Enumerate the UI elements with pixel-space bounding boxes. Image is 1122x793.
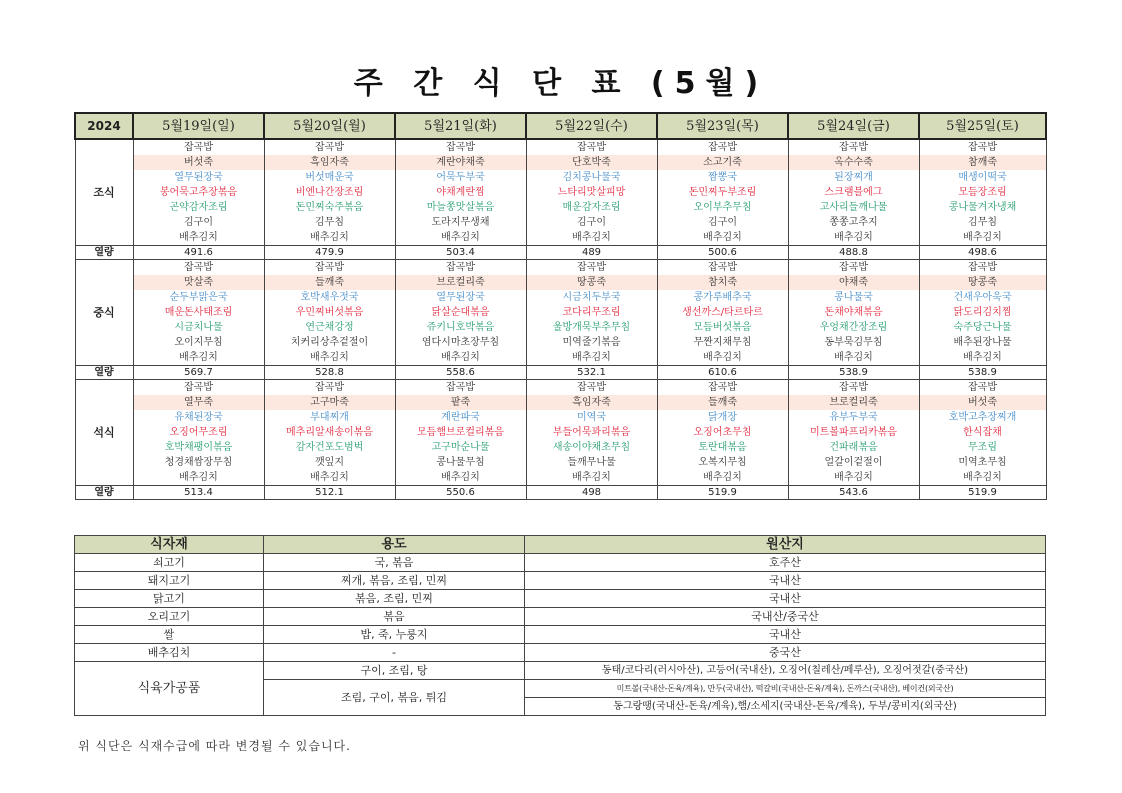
- dish-item: 매운돈사태조림: [164, 307, 233, 318]
- dish-item: 배추김치: [703, 232, 742, 243]
- origin-country-processed-2: 미트볼(국내산-돈육/계육), 만두(국내산), 떡갈비(국내산-돈육/계육), 돈까스(국내산), 베이컨(외국산): [525, 680, 1046, 698]
- dish-item: 브로컬리죽: [396, 275, 526, 290]
- dish-item: 오징어초무침: [693, 427, 752, 438]
- dish-item: 스크램블에그: [824, 187, 883, 198]
- dish-item: 유부두부국: [829, 412, 878, 423]
- dish-item: 잡곡밥: [446, 262, 475, 273]
- dish-item: 미트볼파프리카볶음: [810, 427, 897, 438]
- dish-item: 건새우아욱국: [953, 292, 1012, 303]
- day-header: 5월19일(일): [133, 113, 264, 139]
- dish-item: 유채된장국: [174, 412, 223, 423]
- dish-item: 땅콩죽: [527, 275, 657, 290]
- meal-cell: [395, 380, 526, 486]
- origin-country: 국내산: [525, 572, 1046, 590]
- meal-cell: [133, 139, 264, 246]
- dish-item: 잡곡밥: [315, 262, 344, 273]
- dish-item: 배추김치: [441, 352, 480, 363]
- dish-item: 팥죽: [396, 395, 526, 410]
- dish-item: 콩나물무침: [436, 457, 485, 468]
- origin-item: 쌀: [75, 626, 264, 644]
- dish-item: 들깨무나물: [567, 457, 616, 468]
- kcal-value: 498.6: [919, 246, 1046, 260]
- dish-item: 얼갈이겉절이: [824, 457, 883, 468]
- dish-item: 김구이: [577, 217, 606, 228]
- kcal-row: [75, 246, 1046, 260]
- dish-item: 단호박죽: [527, 155, 657, 170]
- dish-item: 시금치나물: [174, 322, 223, 333]
- meal-cell: [919, 380, 1046, 486]
- origin-row: [75, 608, 1046, 626]
- dish-item: 잡곡밥: [839, 262, 868, 273]
- dish-item: 야채계란찜: [436, 187, 485, 198]
- dish-item: 잡곡밥: [708, 142, 737, 153]
- origin-item: 돼지고기: [75, 572, 264, 590]
- dish-item: 배추김치: [310, 232, 349, 243]
- origin-row: [75, 644, 1046, 662]
- origin-country: 호주산: [525, 554, 1046, 572]
- dish-item: 미역줄기볶음: [562, 337, 621, 348]
- dish-item: 배추김치: [572, 352, 611, 363]
- dish-item: 콩나물겨자냉채: [948, 202, 1017, 213]
- dish-item: 쫑쫑고추지: [829, 217, 878, 228]
- dish-item: 한식잡채: [963, 427, 1002, 438]
- kcal-label: 열량: [75, 486, 133, 500]
- origin-row: [75, 590, 1046, 608]
- dish-item: 잡곡밥: [446, 142, 475, 153]
- dish-item: 배추김치: [834, 232, 873, 243]
- footnote: 위 식단은 식재수급에 따라 변경될 수 있습니다.: [78, 739, 351, 753]
- origin-country-processed-3: 동그랑땡(국내산-돈육/계육),햄/소세지(국내산-돈육/계육), 두부/콩비지(외국산): [525, 698, 1046, 716]
- origin-header-origin: 원산지: [525, 536, 1046, 554]
- dish-item: 매생이떡국: [958, 172, 1007, 183]
- origin-table: [74, 535, 1046, 716]
- dish-item: 배추김치: [834, 472, 873, 483]
- dish-item: 숙주당근나물: [953, 322, 1012, 333]
- dish-item: 배추된장나물: [953, 337, 1012, 348]
- kcal-value: 488.8: [788, 246, 919, 260]
- dish-item: 배추김치: [834, 352, 873, 363]
- dish-item: 비엔나간장조림: [295, 187, 364, 198]
- day-header: 5월23일(목): [657, 113, 788, 139]
- dish-item: 잡곡밥: [577, 382, 606, 393]
- dish-item: 참깨죽: [920, 155, 1046, 170]
- dish-item: 잡곡밥: [577, 142, 606, 153]
- dish-item: 무짠지채무침: [693, 337, 752, 348]
- dish-item: 배추김치: [572, 472, 611, 483]
- dish-item: 모듬버섯볶음: [693, 322, 752, 333]
- dish-item: 배추김치: [963, 472, 1002, 483]
- dish-item: 고사리들깨나물: [819, 202, 888, 213]
- dish-item: 콩가루배추국: [693, 292, 752, 303]
- meal-row: [75, 260, 1046, 366]
- dish-item: 돈민찌숙주볶음: [295, 202, 364, 213]
- dish-item: 김무침: [315, 217, 344, 228]
- dish-item: 잡곡밥: [184, 382, 213, 393]
- dish-item: 김치콩나물국: [562, 172, 621, 183]
- dish-item: 배추김치: [703, 352, 742, 363]
- origin-row-processed: [75, 662, 1046, 680]
- day-header: 5월24일(금): [788, 113, 919, 139]
- dish-item: 배추김치: [703, 472, 742, 483]
- dish-item: 치커리상추겉절이: [290, 337, 369, 348]
- kcal-value: 543.6: [788, 486, 919, 500]
- meal-cell: [788, 380, 919, 486]
- kcal-value: 528.8: [264, 366, 395, 380]
- dish-item: 옥수수죽: [789, 155, 919, 170]
- dish-item: 계란야채죽: [396, 155, 526, 170]
- dish-item: 우엉채간장조림: [819, 322, 888, 333]
- origin-use: 국, 볶음: [264, 554, 525, 572]
- dish-item: 참치죽: [658, 275, 788, 290]
- dish-item: 생선까스/타르타르: [682, 307, 763, 318]
- dish-item: 미역국: [577, 412, 606, 423]
- origin-item: 쇠고기: [75, 554, 264, 572]
- dish-item: 배추김치: [441, 472, 480, 483]
- dish-item: 마늘쫑맛살볶음: [426, 202, 495, 213]
- origin-country: 국내산: [525, 626, 1046, 644]
- dish-item: 울방개묵부추무침: [552, 322, 631, 333]
- dish-item: 브로컬리죽: [789, 395, 919, 410]
- dish-item: 연근채강정: [305, 322, 354, 333]
- origin-item: 닭고기: [75, 590, 264, 608]
- dish-item: 모듬장조림: [958, 187, 1007, 198]
- kcal-value: 550.6: [395, 486, 526, 500]
- dish-item: 짬뽕국: [708, 172, 737, 183]
- dish-item: 닭개장: [708, 412, 737, 423]
- meal-cell: [133, 380, 264, 486]
- kcal-value: 569.7: [133, 366, 264, 380]
- dish-item: 새송이야채초무침: [552, 442, 631, 453]
- dish-item: 도라지무생채: [431, 217, 490, 228]
- dish-item: 호박고추장찌개: [948, 412, 1017, 423]
- kcal-value: 519.9: [919, 486, 1046, 500]
- dish-item: 야채죽: [789, 275, 919, 290]
- dish-item: 오징어무조림: [169, 427, 228, 438]
- meal-cell: [788, 139, 919, 246]
- kcal-value: 479.9: [264, 246, 395, 260]
- dish-item: 시금치두부국: [562, 292, 621, 303]
- kcal-row: [75, 486, 1046, 500]
- meal-cell: [395, 260, 526, 366]
- origin-use: -: [264, 644, 525, 662]
- dish-item: 닭살순대볶음: [431, 307, 490, 318]
- weekly-menu-table: [74, 112, 1047, 500]
- day-header: 5월20일(월): [264, 113, 395, 139]
- meal-cell: [395, 139, 526, 246]
- dish-item: 어묵두부국: [436, 172, 485, 183]
- day-header-row: [75, 113, 1046, 139]
- origin-use: 찌개, 볶음, 조림, 민찌: [264, 572, 525, 590]
- dish-item: 배추김치: [179, 472, 218, 483]
- dish-item: 버섯매운국: [305, 172, 354, 183]
- kcal-value: 519.9: [657, 486, 788, 500]
- kcal-value: 558.6: [395, 366, 526, 380]
- origin-use: 밥, 죽, 누룽지: [264, 626, 525, 644]
- kcal-value: 500.6: [657, 246, 788, 260]
- year-cell: 2024: [75, 113, 133, 139]
- dish-item: 돈채야채볶음: [824, 307, 883, 318]
- dish-item: 부대찌개: [310, 412, 349, 423]
- dish-item: 무조림: [968, 442, 997, 453]
- kcal-value: 491.6: [133, 246, 264, 260]
- dish-item: 배추김치: [963, 232, 1002, 243]
- meal-cell: [657, 260, 788, 366]
- origin-header-use: 용도: [264, 536, 525, 554]
- kcal-value: 513.4: [133, 486, 264, 500]
- kcal-value: 538.9: [919, 366, 1046, 380]
- dish-item: 잡곡밥: [315, 142, 344, 153]
- dish-item: 부들어묵꽈리볶음: [552, 427, 631, 438]
- meal-cell: [133, 260, 264, 366]
- dish-item: 돈민찌두부조림: [688, 187, 757, 198]
- meal-cell: [919, 260, 1046, 366]
- origin-row: [75, 554, 1046, 572]
- origin-item: 배추김치: [75, 644, 264, 662]
- dish-item: 잡곡밥: [708, 262, 737, 273]
- dish-item: 감자건포도범벅: [295, 442, 364, 453]
- origin-country: 국내산/중국산: [525, 608, 1046, 626]
- dish-item: 메추리알새송이볶음: [286, 427, 373, 438]
- dish-item: 땅콩죽: [920, 275, 1046, 290]
- dish-item: 배추김치: [963, 352, 1002, 363]
- dish-item: 동부묵김무침: [824, 337, 883, 348]
- dish-item: 배추김치: [572, 232, 611, 243]
- dish-item: 오이부추무침: [693, 202, 752, 213]
- origin-item-processed: 식육가공품: [75, 662, 264, 716]
- origin-use-processed-1: 구이, 조림, 탕: [264, 662, 525, 680]
- dish-item: 미역초무침: [958, 457, 1007, 468]
- dish-item: 계란파국: [441, 412, 480, 423]
- dish-item: 모듬햄브로컬리볶음: [417, 427, 504, 438]
- dish-item: 들깨죽: [658, 395, 788, 410]
- dish-item: 오복지무침: [698, 457, 747, 468]
- dish-item: 느타리맛살피망: [557, 187, 626, 198]
- dish-item: 순두부맑은국: [169, 292, 228, 303]
- origin-use-processed-2: 조림, 구이, 볶음, 튀김: [264, 680, 525, 716]
- day-header: 5월21일(화): [395, 113, 526, 139]
- dish-item: 김구이: [184, 217, 213, 228]
- dish-item: 매운감자조림: [562, 202, 621, 213]
- origin-country-processed-1: 동태/코다리(러시아산), 고등어(국내산), 오징어(칠레산/페루산), 오징어젓갈(중국산): [525, 662, 1046, 680]
- dish-item: 잡곡밥: [577, 262, 606, 273]
- meal-cell: [264, 380, 395, 486]
- meal-label: 석식: [75, 380, 133, 486]
- dish-item: 맛살죽: [134, 275, 264, 290]
- kcal-label: 열량: [75, 366, 133, 380]
- dish-item: 배추김치: [179, 352, 218, 363]
- dish-item: 잡곡밥: [968, 262, 997, 273]
- dish-item: 염다시마초장무침: [421, 337, 500, 348]
- dish-item: 호박새우젓국: [300, 292, 359, 303]
- dish-item: 고구마죽: [265, 395, 395, 410]
- dish-item: 잡곡밥: [184, 142, 213, 153]
- dish-item: 배추김치: [310, 472, 349, 483]
- dish-item: 잡곡밥: [839, 142, 868, 153]
- meal-cell: [919, 139, 1046, 246]
- dish-item: 호박채팽이볶음: [164, 442, 233, 453]
- origin-item: 오리고기: [75, 608, 264, 626]
- dish-item: 잡곡밥: [968, 142, 997, 153]
- dish-item: 버섯죽: [920, 395, 1046, 410]
- page-title: 주 간 식 단 표 (5월): [353, 66, 769, 101]
- dish-item: 버섯죽: [134, 155, 264, 170]
- dish-item: 토란대볶음: [698, 442, 747, 453]
- kcal-value: 503.4: [395, 246, 526, 260]
- meal-cell: [264, 139, 395, 246]
- kcal-value: 489: [526, 246, 657, 260]
- meal-cell: [657, 380, 788, 486]
- meal-row: [75, 380, 1046, 486]
- day-header: 5월25일(토): [919, 113, 1046, 139]
- meal-label: 중식: [75, 260, 133, 366]
- dish-item: 잡곡밥: [446, 382, 475, 393]
- dish-item: 잡곡밥: [839, 382, 868, 393]
- meal-cell: [264, 260, 395, 366]
- kcal-value: 610.6: [657, 366, 788, 380]
- dish-item: 닭도리김치찜: [953, 307, 1012, 318]
- meal-label: 조식: [75, 139, 133, 246]
- meal-cell: [657, 139, 788, 246]
- dish-item: 열무된장국: [174, 172, 223, 183]
- dish-item: 청경채쌈장무침: [164, 457, 233, 468]
- dish-item: 잡곡밥: [315, 382, 344, 393]
- dish-item: 고구마순나물: [431, 442, 490, 453]
- dish-item: 봉어묵고추장볶음: [159, 187, 238, 198]
- meal-cell: [788, 260, 919, 366]
- dish-item: 잡곡밥: [708, 382, 737, 393]
- dish-item: 김구이: [708, 217, 737, 228]
- dish-item: 곤약감자조림: [169, 202, 228, 213]
- origin-row: [75, 572, 1046, 590]
- kcal-row: [75, 366, 1046, 380]
- dish-item: 쥬키니호박볶음: [426, 322, 495, 333]
- kcal-value: 538.9: [788, 366, 919, 380]
- meal-cell: [526, 380, 657, 486]
- dish-item: 건파래볶음: [829, 442, 878, 453]
- meal-row: [75, 139, 1046, 246]
- dish-item: 배추김치: [179, 232, 218, 243]
- origin-use: 볶음: [264, 608, 525, 626]
- dish-item: 된장찌개: [834, 172, 873, 183]
- kcal-value: 498: [526, 486, 657, 500]
- day-header: 5월22일(수): [526, 113, 657, 139]
- kcal-value: 532.1: [526, 366, 657, 380]
- dish-item: 코다리무조림: [562, 307, 621, 318]
- dish-item: 들깨죽: [265, 275, 395, 290]
- kcal-label: 열량: [75, 246, 133, 260]
- dish-item: 김무침: [968, 217, 997, 228]
- kcal-value: 512.1: [264, 486, 395, 500]
- dish-item: 흑임자죽: [265, 155, 395, 170]
- dish-item: 우민찌버섯볶음: [295, 307, 364, 318]
- origin-country: 중국산: [525, 644, 1046, 662]
- dish-item: 배추김치: [441, 232, 480, 243]
- origin-header-item: 식자재: [75, 536, 264, 554]
- dish-item: 콩나물국: [834, 292, 873, 303]
- dish-item: 열무된장국: [436, 292, 485, 303]
- dish-item: 잡곡밥: [184, 262, 213, 273]
- dish-item: 배추김치: [310, 352, 349, 363]
- dish-item: 잡곡밥: [968, 382, 997, 393]
- dish-item: 열무죽: [134, 395, 264, 410]
- dish-item: 깻잎지: [315, 457, 344, 468]
- dish-item: 흑임자죽: [527, 395, 657, 410]
- origin-use: 볶음, 조림, 민찌: [264, 590, 525, 608]
- origin-row: [75, 626, 1046, 644]
- meal-cell: [526, 260, 657, 366]
- origin-country: 국내산: [525, 590, 1046, 608]
- meal-cell: [526, 139, 657, 246]
- dish-item: 소고기죽: [658, 155, 788, 170]
- dish-item: 오이지무침: [174, 337, 223, 348]
